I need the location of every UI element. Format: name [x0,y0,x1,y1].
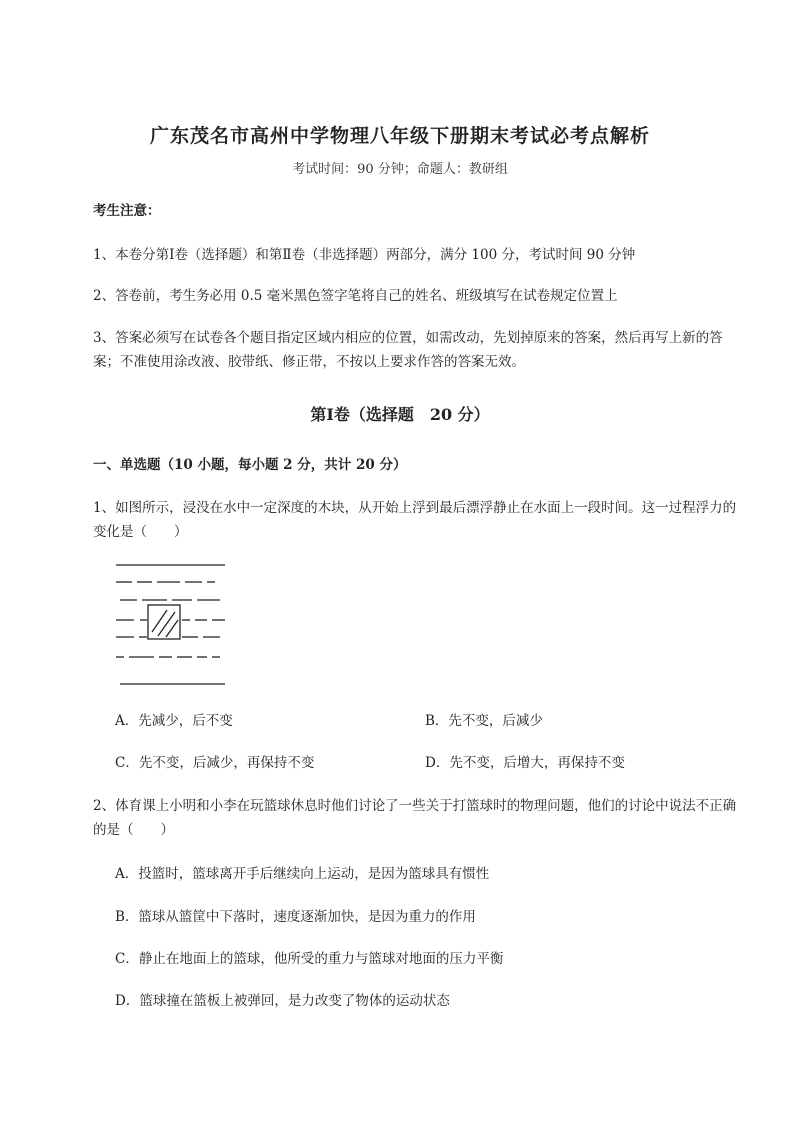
question-2-text: 2、体育课上小明和小李在玩篮球休息时他们讨论了一些关于打篮球时的物理问题，他们的讨论中说法不正确的是（ ） [93,798,737,838]
document-title: 广东茂名市高州中学物理八年级下册期末考试必考点解析 [149,125,650,147]
question-2-option-d: D．篮球撞在篮板上被弹回，是力改变了物体的运动状态 [115,993,450,1009]
question-1-figure [112,560,232,690]
question-1-option-b: B．先不变，后减少 [425,713,543,729]
section-title: 第Ⅰ卷（选择题 20 分） [310,405,490,424]
notice-item-2: 2、答卷前，考生务必用 0.5 毫米黑色签字笔将自己的姓名、班级填写在试卷规定位置上 [93,288,618,304]
notice-item-3: 3、答案必须写在试卷各个题目指定区域内相应的位置，如需改动，先划掉原来的答案，然后再写上新的答案；不准使用涂改液、胶带纸、修正带，不按以上要求作答的答案无效。 [93,330,723,370]
notice-heading: 考生注意： [93,203,161,219]
document-subtitle: 考试时间：90 分钟；命题人：教研组 [292,162,508,177]
question-1-text: 1、如图所示，浸没在水中一定深度的木块，从开始上浮到最后漂浮静止在水面上一段时间。这一过程浮力的变化是（ ） [93,500,737,540]
question-2-option-b: B．篮球从篮筐中下落时，速度逐渐加快，是因为重力的作用 [115,909,476,925]
part-heading: 一、单选题（10 小题，每小题 2 分，共计 20 分） [93,457,407,473]
notice-item-1: 1、本卷分第Ⅰ卷（选择题）和第Ⅱ卷（非选择题）两部分，满分 100 分，考试时间 90 分钟 [93,247,636,263]
question-1-option-a: A．先减少，后不变 [115,713,233,729]
question-1-option-c: C．先不变，后减少，再保持不变 [115,755,315,771]
question-2-option-c: C．静止在地面上的篮球，他所受的重力与篮球对地面的压力平衡 [115,951,504,967]
question-2-option-a: A．投篮时，篮球离开手后继续向上运动，是因为篮球具有惯性 [115,866,490,882]
question-1-option-d: D．先不变，后增大，再保持不变 [425,755,625,771]
wooden-block [148,605,180,639]
